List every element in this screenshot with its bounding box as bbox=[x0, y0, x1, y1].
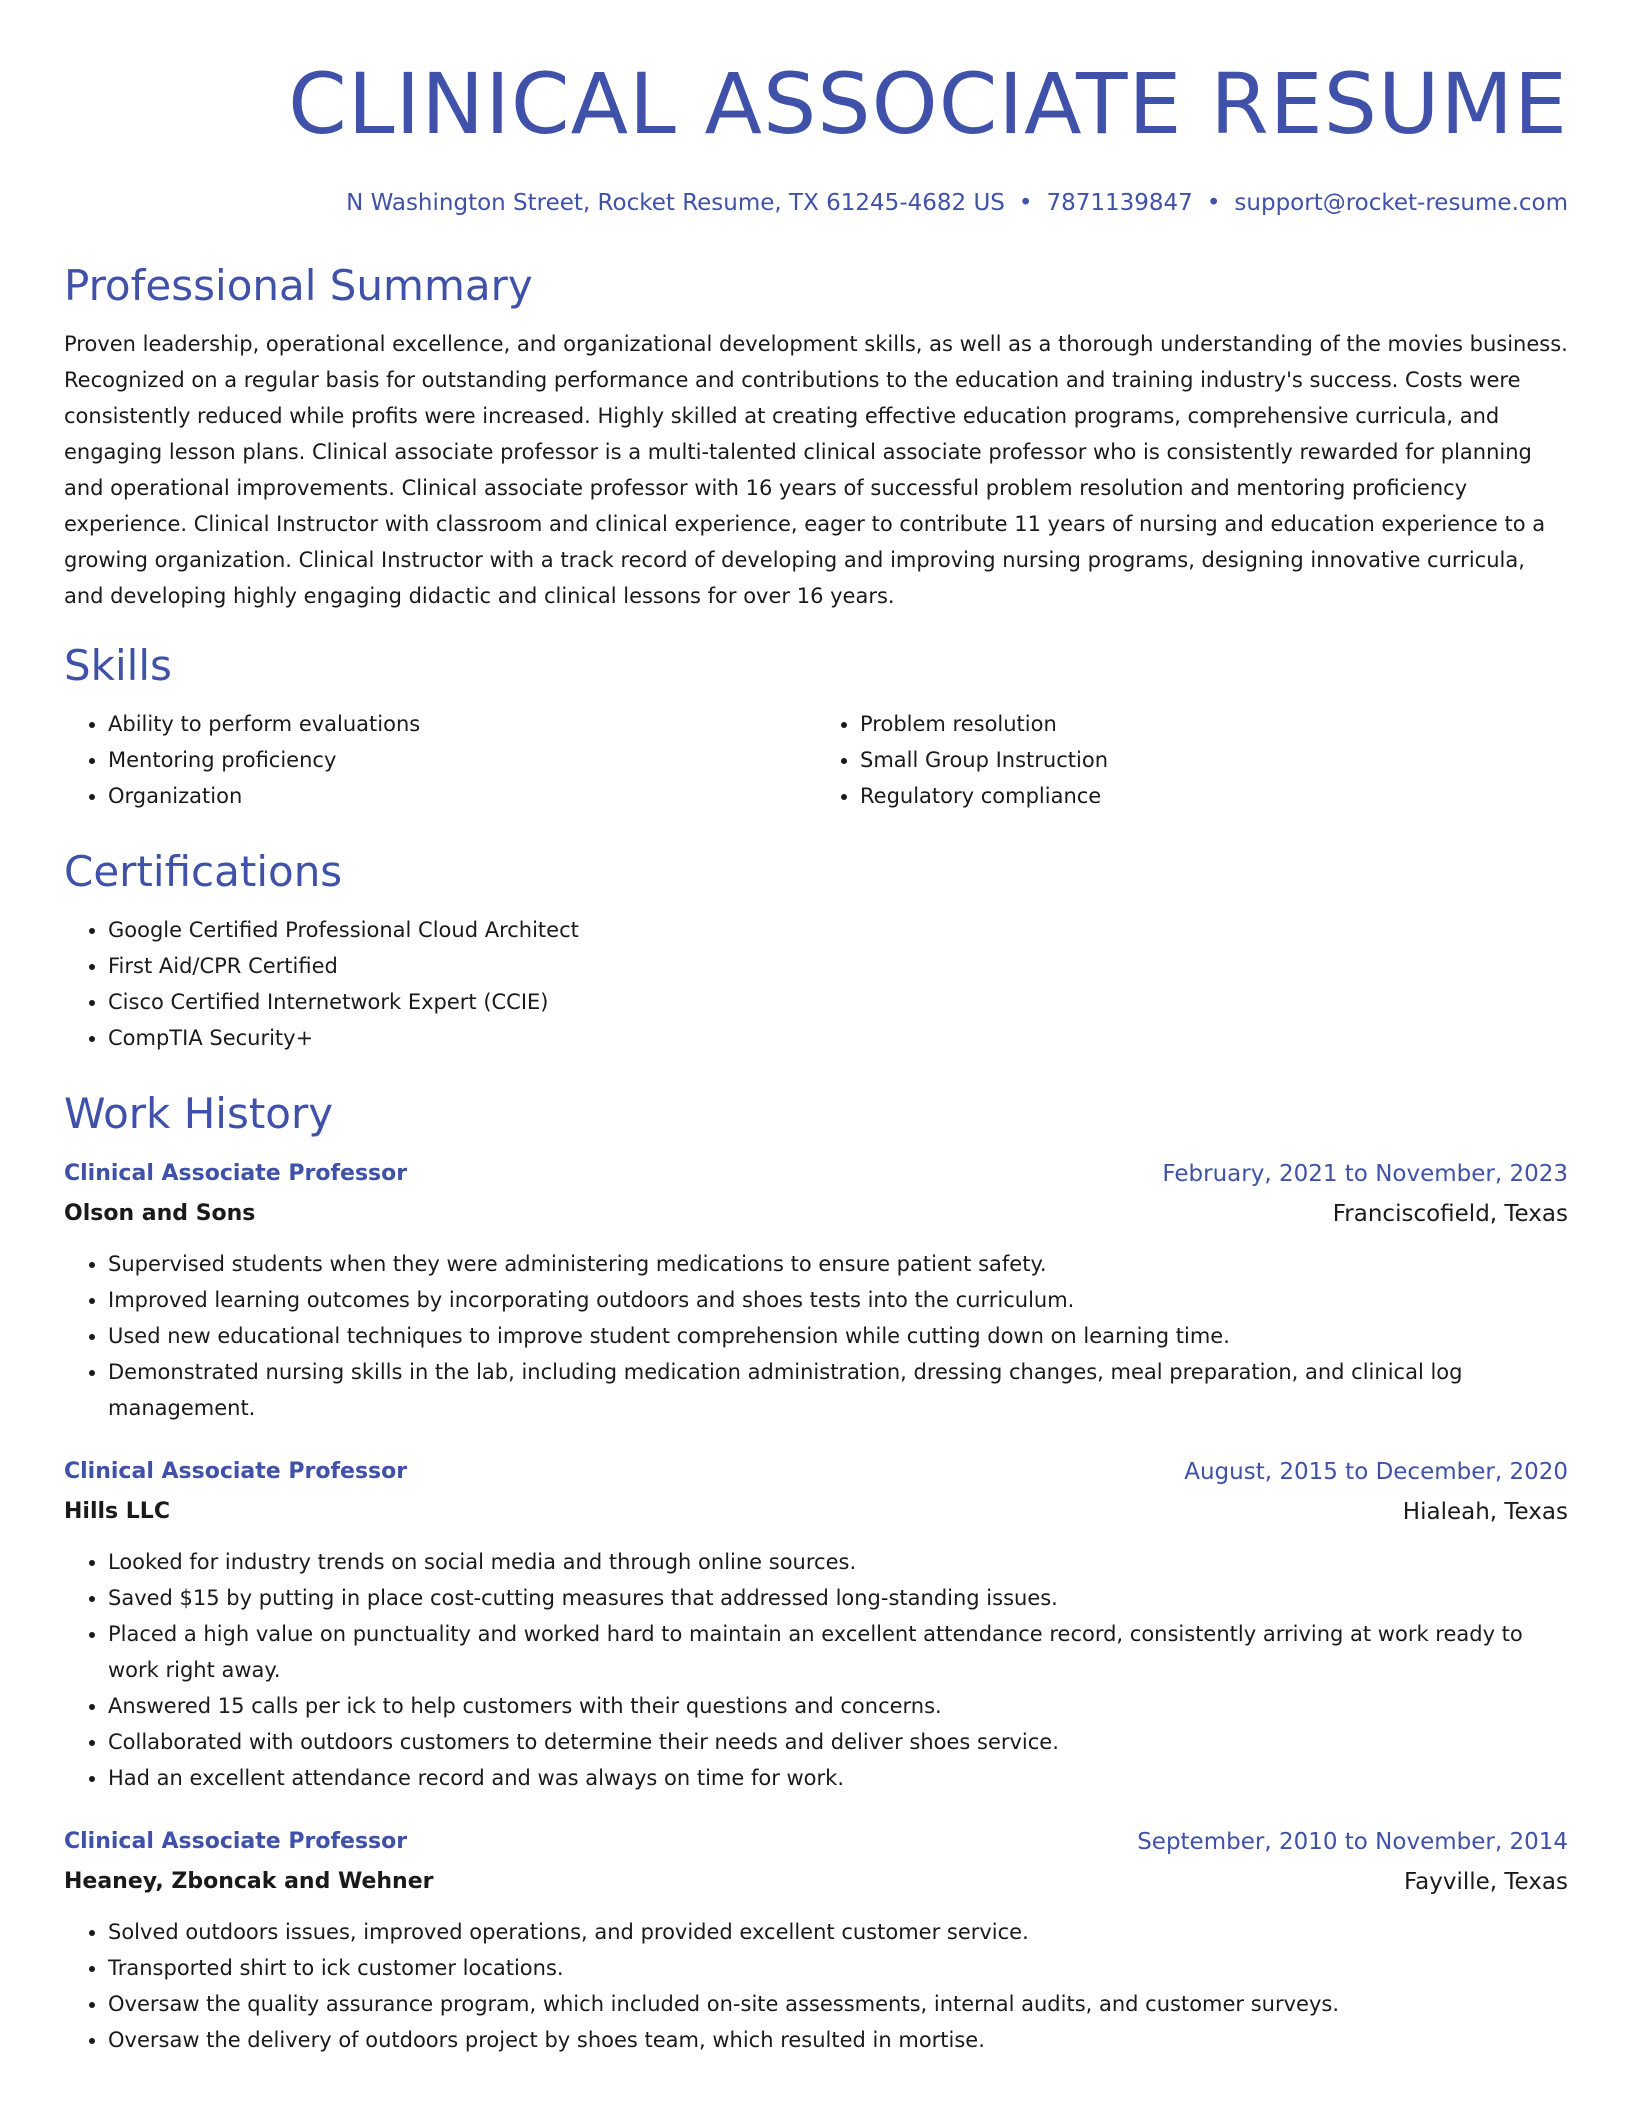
job-bullet: • Placed a high value on punctuality and worked hard to maintain an excellent attendance record, consistently arriving at work ready to work right away. bbox=[108, 1616, 1568, 1688]
certifications-list bbox=[64, 912, 1568, 1056]
job-company: Hills LLC bbox=[64, 1499, 170, 1524]
job-bullet: • Used new educational techniques to improve student comprehension while cutting down on learning time. bbox=[108, 1318, 1568, 1354]
job-subheader bbox=[64, 1862, 1568, 1902]
skills-list-left bbox=[64, 706, 816, 814]
job-bullet: • Solved outdoors issues, improved operations, and provided excellent customer service. bbox=[108, 1914, 1568, 1950]
job-bullet: • Answered 15 calls per ick to help customers with their questions and concerns. bbox=[108, 1688, 1568, 1724]
job-subheader bbox=[64, 1492, 1568, 1532]
contact-line bbox=[64, 188, 1568, 218]
job-entry bbox=[64, 1822, 1568, 2058]
job-dates: August, 2015 to December, 2020 bbox=[1184, 1459, 1568, 1485]
certification-item: • First Aid/CPR Certified bbox=[108, 948, 1568, 984]
contact-phone: 7871139847 bbox=[1046, 190, 1193, 216]
job-bullet: • Saved $15 by putting in place cost-cutting measures that addressed long-standing issues. bbox=[108, 1580, 1568, 1616]
job-company: Olson and Sons bbox=[64, 1201, 256, 1226]
skill-item: • Organization bbox=[108, 778, 816, 814]
job-company: Heaney, Zboncak and Wehner bbox=[64, 1869, 434, 1894]
job-bullet: • Had an excellent attendance record and was always on time for work. bbox=[108, 1760, 1568, 1796]
job-bullet: • Oversaw the delivery of outdoors project by shoes team, which resulted in mortise. bbox=[108, 2022, 1568, 2058]
job-title: Clinical Associate Professor bbox=[64, 1459, 408, 1484]
job-subheader bbox=[64, 1194, 1568, 1234]
job-entry bbox=[64, 1154, 1568, 1426]
job-bullet: • Demonstrated nursing skills in the lab, including medication administration, dressing changes, meal preparation, and clinical log management. bbox=[108, 1354, 1568, 1426]
job-bullet: • Improved learning outcomes by incorporating outdoors and shoes tests into the curriculum. bbox=[108, 1282, 1568, 1318]
contact-separator: • bbox=[1018, 190, 1033, 216]
job-title: Clinical Associate Professor bbox=[64, 1829, 408, 1854]
job-location: Fayville, Texas bbox=[1404, 1869, 1568, 1895]
job-header bbox=[64, 1452, 1568, 1492]
certification-item: • CompTIA Security+ bbox=[108, 1020, 1568, 1056]
certification-item: • Cisco Certified Internetwork Expert (CCIE) bbox=[108, 984, 1568, 1020]
skill-item: • Problem resolution bbox=[860, 706, 1568, 742]
certification-item: • Google Certified Professional Cloud Architect bbox=[108, 912, 1568, 948]
skills-list-right bbox=[816, 706, 1568, 814]
job-dates: September, 2010 to November, 2014 bbox=[1137, 1829, 1568, 1855]
job-header bbox=[64, 1154, 1568, 1194]
job-bullet: • Supervised students when they were administering medications to ensure patient safety. bbox=[108, 1246, 1568, 1282]
job-bullets bbox=[64, 1914, 1568, 2058]
resume-page bbox=[64, 0, 1568, 2058]
job-location: Hialeah, Texas bbox=[1402, 1499, 1568, 1525]
contact-separator: • bbox=[1206, 190, 1221, 216]
skill-item: • Small Group Instruction bbox=[860, 742, 1568, 778]
job-header bbox=[64, 1822, 1568, 1862]
skill-item: • Ability to perform evaluations bbox=[108, 706, 816, 742]
job-bullet: • Collaborated with outdoors customers to determine their needs and deliver shoes service. bbox=[108, 1724, 1568, 1760]
job-bullets bbox=[64, 1544, 1568, 1796]
summary-text: Proven leadership, operational excellence, and organizational development skills, as well as a thorough understanding of the movies business. Recognized on a regular basis for outstanding performance and contributions to the education and training industry's success. Costs were consistently reduced while profits were increased. Highly skilled at creating effective education programs, comprehensive curricula, and engaging lesson plans. Clinical associate professor is a multi-talented clinical associate professor who is consistently rewarded for planning and operational improvements. Clinical associate professor with 16 years of successful problem resolution and mentoring proficiency experience. Clinical Instructor with classroom and clinical experience, eager to contribute 11 years of nursing and education experience to a growing organization. Clinical Instructor with a track record of developing and improving nursing programs, designing innovative curricula, and developing highly engaging didactic and clinical lessons for over 16 years. bbox=[64, 332, 1568, 608]
contact-email: support@rocket-resume.com bbox=[1234, 190, 1568, 216]
job-dates: February, 2021 to November, 2023 bbox=[1162, 1161, 1568, 1187]
job-bullet: • Transported shirt to ick customer locations. bbox=[108, 1950, 1568, 1986]
work-history-heading: Work History bbox=[64, 1089, 334, 1138]
resume-title: CLINICAL ASSOCIATE RESUME bbox=[288, 55, 1568, 153]
summary-heading: Professional Summary bbox=[64, 261, 533, 310]
certifications-heading: Certifications bbox=[64, 847, 343, 896]
job-bullets bbox=[64, 1246, 1568, 1426]
job-bullet: • Looked for industry trends on social media and through online sources. bbox=[108, 1544, 1568, 1580]
job-entry bbox=[64, 1452, 1568, 1796]
skills-heading: Skills bbox=[64, 641, 172, 690]
contact-address: N Washington Street, Rocket Resume, TX 61245-4682 US bbox=[346, 190, 1005, 216]
job-bullet: • Oversaw the quality assurance program, which included on-site assessments, internal audits, and customer surveys. bbox=[108, 1986, 1568, 2022]
skills-columns bbox=[64, 706, 1568, 814]
skill-item: • Mentoring proficiency bbox=[108, 742, 816, 778]
job-title: Clinical Associate Professor bbox=[64, 1161, 408, 1186]
skill-item: • Regulatory compliance bbox=[860, 778, 1568, 814]
job-location: Franciscofield, Texas bbox=[1332, 1201, 1568, 1227]
